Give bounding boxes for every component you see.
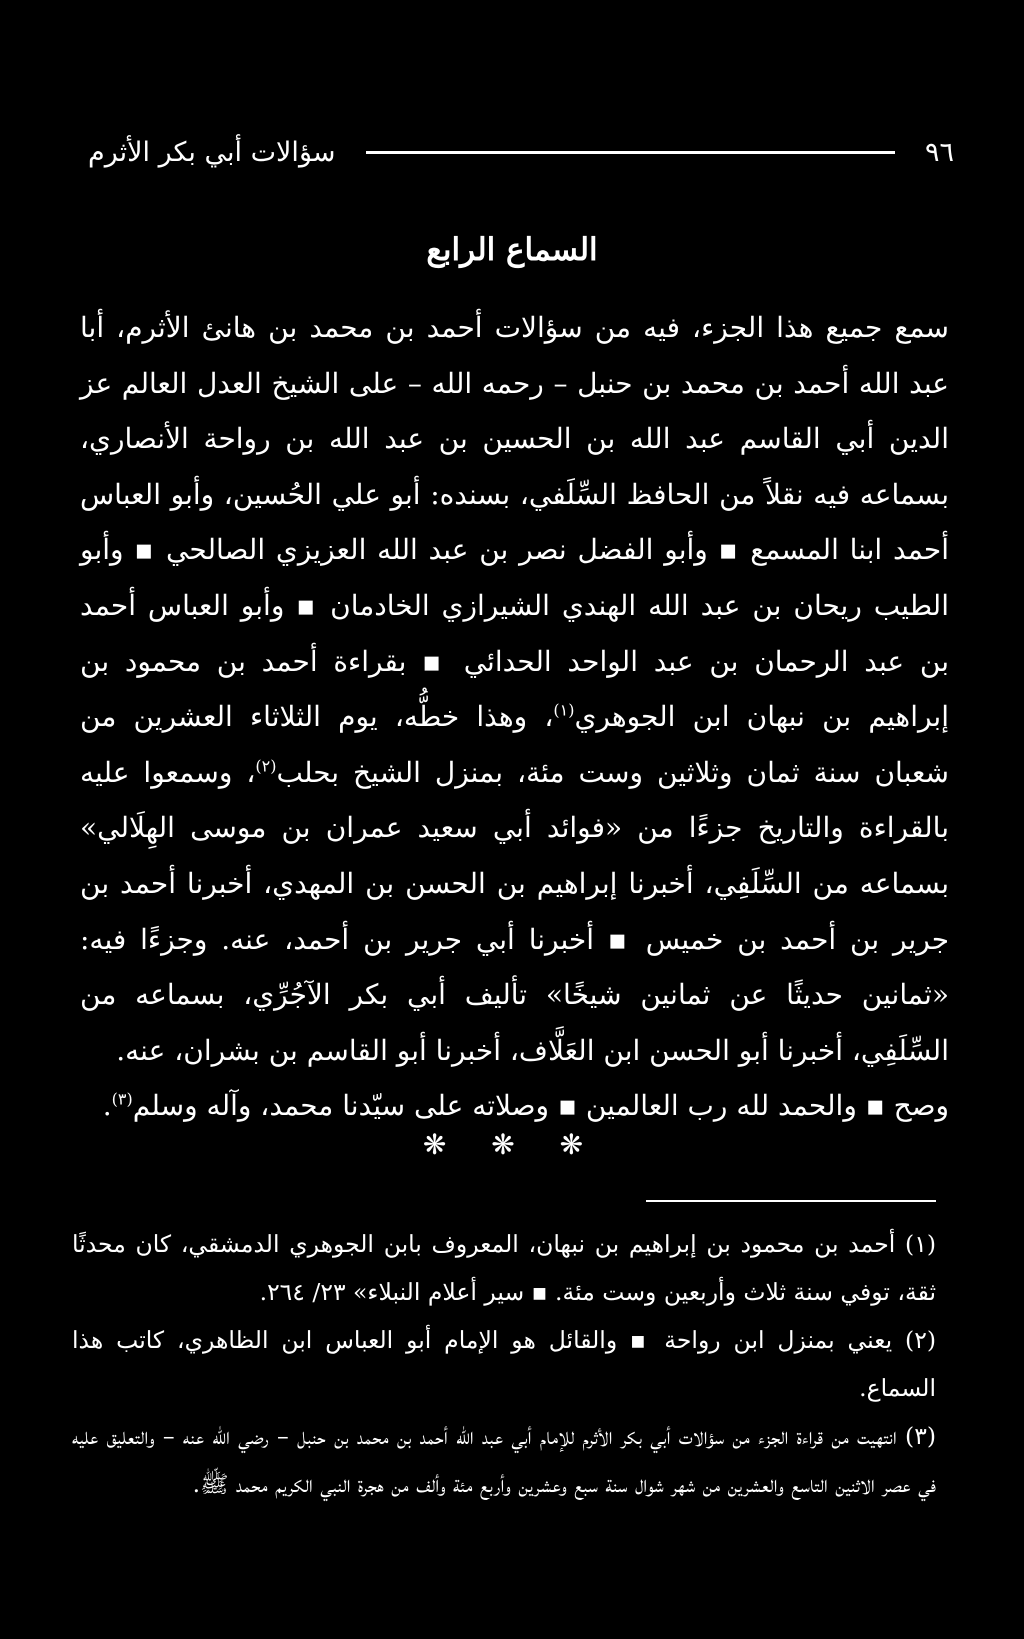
- footnote-rule: [646, 1200, 936, 1202]
- footnote-3-number: (٣): [905, 1422, 936, 1450]
- paragraph-2-part-b: .: [102, 1089, 112, 1123]
- footnote-2-text: يعني بمنزل ابن رواحة ▪ والقائل هو الإمام أبو العباس ابن الظاهري، كاتب هذا السماع.: [72, 1326, 936, 1402]
- footnote-1: [72, 1220, 936, 1316]
- footnote-3-text: انتهيت من قراءة الجزء من سؤالات أبي بكر الأثرم للإمام أبي عبد الله أحمد بن محمد بن حنبل – رضي الله عنه – والتعليق عليه في عصر الاثنين التاسع والعشرين من شهر شوال سنة سبع وعشرين وأربع مئة وألف من هجرة النبي الكريم محمد ﷺ.: [72, 1422, 936, 1498]
- paragraph-1-part-c: ، وسمعوا عليه بالقراءة والتاريخ جزءًا من «فوائد أبي سعيد عمران بن موسى الهِلَالي» بسماعه من السِّلَفِي، أخبرنا إبراهيم بن الحسن بن المهدي، أخبرنا أحمد بن جرير بن أحمد بن خميس ▪ أخبرنا أبي جرير بن أحمد، عنه. وجزءًا فيه: «ثمانين حديثًا عن ثمانين شيخًا» تأليف أبي بكر الآجُرِّي، بسماعه من السِّلَفِي، أخبرنا أبو الحسن ابن العَلَّاف، أخبرنا أبو القاسم بن بشران، عنه.: [80, 755, 949, 1067]
- main-text: [80, 300, 949, 1134]
- section-divider-stars: ❋ ❋ ❋: [422, 1128, 602, 1161]
- footnote-marker-1[interactable]: (١): [553, 700, 575, 720]
- footnote-1-text: أحمد بن محمود بن إبراهيم بن نبهان، المعروف بابن الجوهري الدمشقي، كان محدثًا ثقة، توفي سنة ثلاث وأربعين وست مئة. ▪ سير أعلام النبلاء» ٢٣/ ٢٦٤.: [72, 1230, 936, 1306]
- footnote-1-number: (١): [905, 1230, 936, 1258]
- footnote-2-number: (٢): [905, 1326, 936, 1354]
- book-title: سؤالات أبي بكر الأثرم: [88, 136, 336, 168]
- paragraph-1: [80, 300, 949, 1078]
- page-number: ٩٦: [924, 136, 954, 168]
- paragraph-1-part-a: سمع جميع هذا الجزء، فيه من سؤالات أحمد بن محمد بن هانئ الأثرم، أبا عبد الله أحمد بن محمد بن حنبل – رحمه الله – على الشيخ العدل العالم عز الدين أبي القاسم عبد الله بن الحسين بن عبد الله بن رواحة الأنصاري، بسماعه فيه نقلاً من الحافظ السِّلَفي، بسنده: أبو علي الحُسين، وأبو العباس أحمد ابنا المسمع ▪ وأبو الفضل نصر بن عبد الله العزيزي الصالحي ▪ وأبو الطيب ريحان بن عبد الله الهندي الشيرازي الخادمان ▪ وأبو العباس أحمد بن عبد الرحمان بن عبد الواحد الحدائي ▪ بقراءة أحمد بن محمود بن إبراهيم بن نبهان ابن الجوهري: [80, 311, 949, 734]
- header-rule: [366, 151, 895, 154]
- footnote-marker-3[interactable]: (٣): [111, 1089, 133, 1109]
- footnote-2: [72, 1316, 936, 1412]
- paragraph-1-part-b: ، وهذا خطُّه، يوم الثلاثاء العشرين من شعبان سنة ثمان وثلاثين وست مئة، بمنزل الشيخ بحلب: [80, 700, 949, 789]
- paragraph-2-part-a: وصح ▪ والحمد لله رب العالمين ▪ وصلاته على سيّدنا محمد، وآله وسلم: [132, 1089, 949, 1123]
- section-title: السماع الرابع: [426, 232, 598, 268]
- footnote-3: [72, 1412, 936, 1508]
- paragraph-2: [80, 1078, 949, 1134]
- footnotes: [72, 1220, 936, 1508]
- running-header: [88, 132, 954, 172]
- footnote-marker-2[interactable]: (٢): [255, 756, 277, 776]
